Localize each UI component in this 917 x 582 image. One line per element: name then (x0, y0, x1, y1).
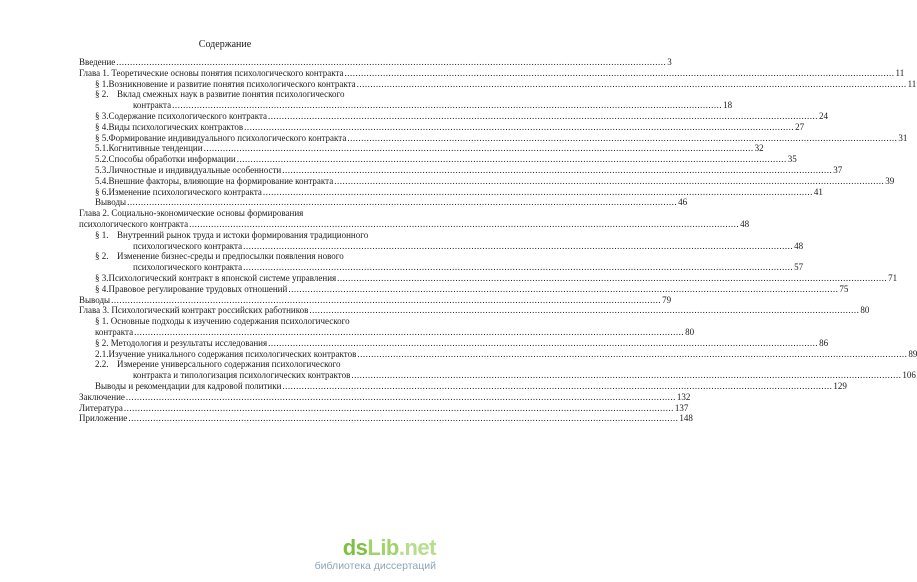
toc-entry-title: Правовое регулирование трудовых отношений (108, 283, 288, 294)
toc-page-number: 11 (907, 78, 917, 89)
dot-leader (116, 57, 666, 68)
toc-entry[interactable] (79, 391, 691, 403)
dot-leader (334, 176, 884, 187)
toc-entry-title: Изучение уникального содержания психологических контрактов (108, 348, 357, 359)
toc-page-number: 3 (667, 57, 672, 67)
toc-page-number: 39 (885, 175, 895, 186)
toc-entry-number: § 6. (95, 186, 109, 197)
toc-entry[interactable] (79, 229, 804, 252)
toc-page-number: 48 (740, 218, 750, 229)
toc-entry[interactable] (79, 208, 750, 230)
dot-leader (357, 79, 907, 90)
toc-page-number: 89 (908, 348, 917, 359)
toc-entry-number: § 4. (95, 283, 109, 294)
dslib-watermark[interactable] (315, 537, 436, 572)
toc-entry-title: Введение (79, 57, 116, 67)
toc-page-number: 11 (895, 67, 905, 78)
toc-entry[interactable] (79, 294, 672, 306)
toc-entry-title: Изменение бизнес-среды и предпосылки появления нового (117, 251, 344, 262)
dot-leader (268, 338, 818, 349)
toc-entry-number: § 2. (95, 251, 109, 262)
dot-leader (111, 295, 661, 306)
toc-entry-title: Внешние факторы, влияющие на формирование контракта (108, 175, 334, 186)
toc-entry-title: Вклад смежных наук в развитие понятия психологического (117, 89, 345, 100)
toc-entry-number: § 4. (95, 121, 109, 132)
toc-entry-title: Содержание психологического контракта (108, 110, 268, 121)
toc-entry[interactable] (79, 305, 870, 316)
toc-page-number: 86 (819, 337, 829, 348)
toc-page-number: 48 (794, 240, 804, 251)
toc-entry-number: § 1. (95, 78, 109, 89)
dot-leader (351, 370, 901, 381)
toc-page-number: 106 (902, 370, 916, 381)
toc-entry-number: 5.2. (95, 154, 109, 165)
toc-entry[interactable] (79, 164, 843, 176)
toc-entry-title: Измерение универсального содержания психологического (117, 359, 341, 370)
toc-page-number: 31 (898, 132, 908, 143)
table-of-contents (79, 57, 917, 424)
toc-page-number: 24 (819, 110, 829, 121)
toc-entry[interactable] (79, 67, 905, 79)
toc-entry-title: Выводы и рекомендации для кадровой политики (95, 380, 282, 391)
toc-page-number: 27 (795, 121, 805, 132)
toc-entry[interactable] (79, 57, 672, 68)
toc-page-number: 41 (813, 186, 823, 197)
dot-leader (189, 219, 739, 230)
dot-leader (243, 241, 793, 252)
toc-entry-title: Литература (79, 402, 123, 413)
toc-entry[interactable] (79, 251, 804, 273)
toc-entry-title: Заключение (79, 391, 125, 402)
toc-entry-title: Изменение психологического контракта (108, 186, 262, 197)
toc-entry[interactable] (79, 337, 829, 349)
toc-entry[interactable] (79, 154, 797, 165)
toc-entry-title: Приложение (79, 413, 128, 424)
dot-leader (126, 392, 676, 403)
toc-entry-number: 5.4. (95, 175, 109, 186)
toc-entry-title: § 2. Методология и результаты исследования (95, 337, 268, 348)
toc-page-number: 46 (678, 197, 688, 208)
dot-leader (128, 413, 678, 424)
toc-page-number: 80 (860, 305, 870, 316)
toc-page-number: 75 (839, 283, 849, 294)
toc-entry[interactable] (79, 186, 823, 198)
dot-leader (244, 122, 794, 133)
toc-entry-title: Личностные и индивидуальные особенности (108, 164, 282, 175)
toc-entry-title: Когнитивные тенденции (108, 143, 203, 154)
toc-entry[interactable] (79, 283, 849, 295)
toc-entry[interactable] (79, 316, 695, 338)
toc-page-number: 71 (888, 272, 898, 283)
toc-entry-number: § 1. (95, 229, 109, 240)
toc-entry[interactable] (79, 78, 917, 90)
toc-page-number: 129 (833, 380, 847, 391)
toc-entry-title: Глава 3. Психологический контракт российских работников (79, 305, 309, 316)
toc-page-number: 35 (787, 154, 797, 165)
toc-entry[interactable] (79, 175, 895, 187)
toc-entry[interactable] (79, 197, 688, 208)
dot-leader (134, 327, 684, 338)
dot-leader (345, 68, 895, 79)
toc-entry[interactable] (79, 272, 898, 284)
dot-leader (357, 349, 907, 360)
dslib-logo: dsLib.net (342, 535, 436, 560)
toc-entry-title: § 1. Основные подходы к изучению содержания психологического (95, 316, 350, 327)
toc-page-number: 80 (685, 326, 695, 337)
dot-leader (263, 187, 813, 198)
dot-leader (127, 197, 677, 208)
dot-leader (288, 284, 838, 295)
toc-entry-number: § 2. (95, 89, 109, 100)
toc-entry[interactable] (79, 348, 917, 360)
dot-leader (237, 154, 787, 165)
toc-entry-title: Возникновение и развитие понятия психологического контракта (108, 78, 356, 89)
toc-entry-number: 5.1. (95, 143, 109, 154)
toc-entry-title: психологического контракта (79, 218, 189, 229)
toc-entry-title: Психологический контракт в японской системе управления (108, 272, 337, 283)
toc-entry[interactable] (79, 380, 847, 392)
toc-entry[interactable] (79, 132, 908, 144)
toc-entry[interactable] (79, 121, 805, 133)
toc-entry-title: контракта (133, 100, 172, 111)
toc-entry-title: Выводы (95, 197, 127, 208)
toc-entry[interactable] (79, 413, 693, 424)
toc-page-number: 32 (754, 143, 764, 154)
dot-leader (347, 133, 897, 144)
toc-entry-number: § 3. (95, 272, 109, 283)
toc-entry[interactable] (79, 143, 764, 154)
toc-entry-title: контракта и типологизация психологических контрактов (133, 370, 351, 381)
toc-entry-title: Способы обработки информации (108, 154, 236, 165)
dot-leader (282, 381, 832, 392)
toc-entry-title: Формирование индивидуального психологического контракта (108, 132, 347, 143)
toc-entry-title: Выводы (79, 294, 111, 305)
dot-leader (124, 403, 674, 414)
dot-leader (309, 305, 859, 316)
toc-page-number: 57 (794, 262, 804, 273)
toc-page-number: 137 (674, 402, 689, 413)
toc-entry-title: Глава 2. Социально-экономические основы формирования (79, 208, 304, 219)
dot-leader (172, 100, 722, 111)
toc-entry-number: § 3. (95, 110, 109, 121)
toc-entry-title: контракта (95, 326, 134, 337)
toc-entry-title: психологического контракта (133, 262, 243, 273)
dot-leader (337, 273, 887, 284)
dot-leader (268, 111, 818, 122)
dot-leader (282, 165, 832, 176)
page-title: Содержание (198, 39, 252, 50)
dot-leader (204, 143, 754, 154)
toc-entry-number: § 5. (95, 132, 109, 143)
toc-page-number: 18 (723, 100, 733, 111)
toc-entry[interactable] (79, 89, 733, 111)
toc-page-number: 79 (662, 294, 672, 305)
watermark-subtitle: библиотека диссертаций (314, 560, 436, 572)
toc-entry[interactable] (79, 402, 689, 414)
toc-entry-number: 2.1. (95, 348, 109, 359)
toc-entry-title: Внутренний рынок труда и истоки формирования традиционного (117, 229, 369, 240)
toc-entry[interactable] (79, 110, 829, 122)
toc-entry-title: психологического контракта (133, 240, 243, 251)
toc-entry[interactable] (79, 359, 916, 381)
dot-leader (243, 262, 793, 273)
toc-page-number: 132 (676, 391, 691, 402)
toc-entry-title: Виды психологических контрактов (108, 121, 244, 132)
toc-entry-title: Глава 1. Теоретические основы понятия психологического контракта (79, 67, 344, 78)
toc-entry-number: 2.2. (95, 359, 109, 370)
toc-entry-number: 5.3. (95, 164, 109, 175)
toc-page-number: 148 (679, 413, 693, 424)
toc-page-number: 37 (833, 164, 843, 175)
